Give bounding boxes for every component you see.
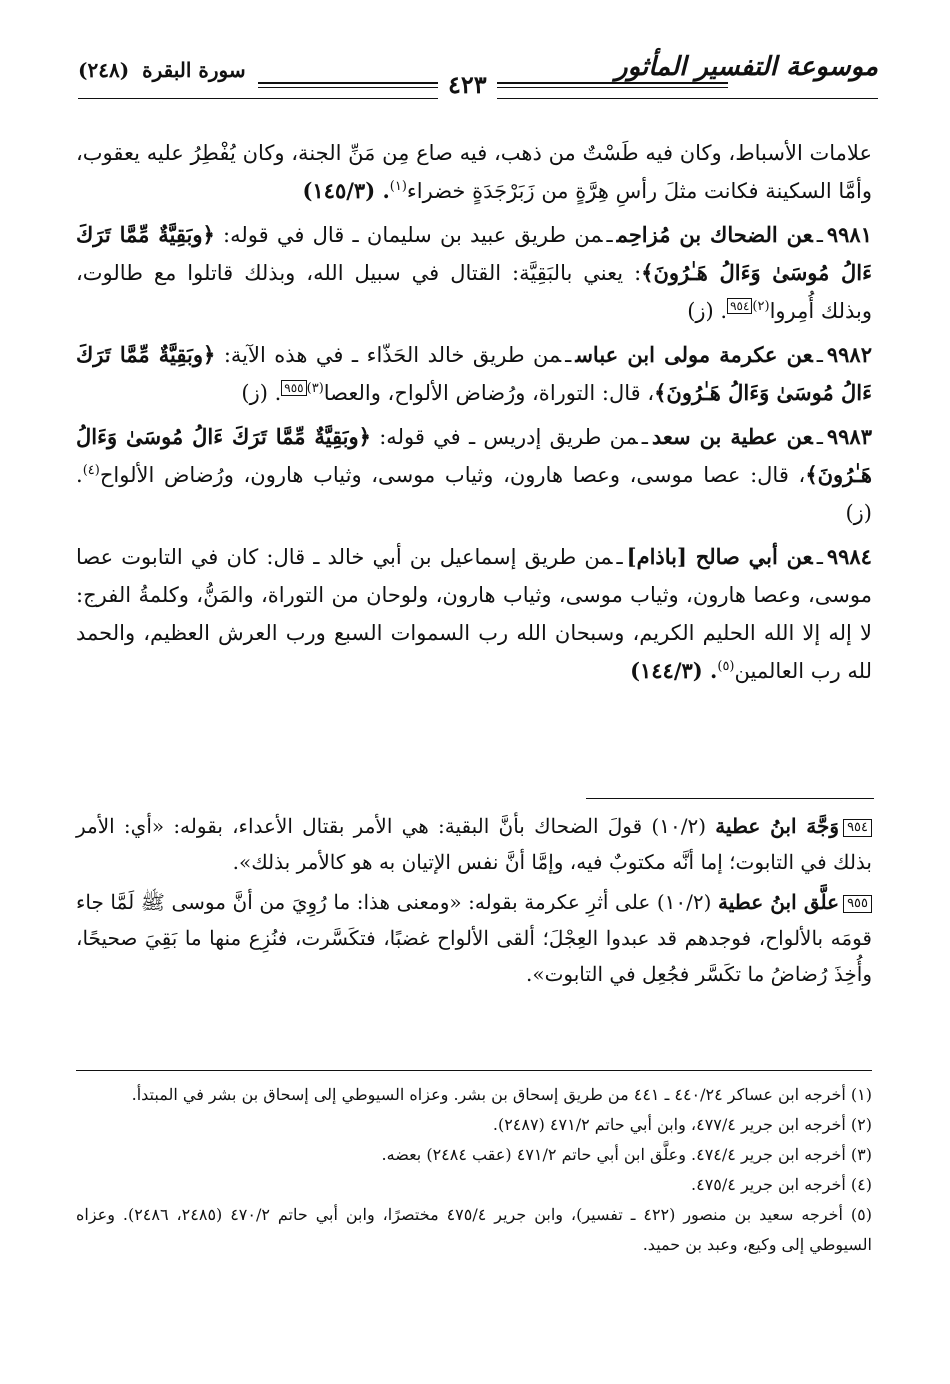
footnote-ref: (٥) [717, 659, 735, 674]
entry-number: ٩٩٨٣ [826, 424, 872, 449]
chain-text: من طريق إسماعيل بن أبي خالد ـ قال: [266, 545, 613, 569]
narrator-name: عن عكرمة مولى ابن عباس [575, 342, 813, 367]
footnote-5: (٥) أخرجه سعيد بن منصور (٤٢٢ ـ تفسير)، وابن جرير ٤٧٥/٤ مختصرًا، وابن أبي حاتم ٤٧٠/٢ (٢٤٨٥، ٢٤٨٦). وعزاه السيوطي إلى وكيع، وعبد بن حميد. [76, 1205, 872, 1254]
narrator-name: عن أبي صالح [باذام] [626, 544, 813, 569]
entry-number: ٩٩٨٤ [826, 544, 872, 569]
volume-ref: . (١٤٥/٣) [302, 178, 390, 203]
quran-quote: ﴿وبَقِيَّةٌ مِّمَّا تَرَكَ ءَالُ مُوسَىٰ وَءَالُ هَـٰرُونَ﴾ [76, 222, 872, 285]
commentary-ref-box: ٩٥٥ [281, 380, 306, 396]
entry-tail: . (ز) [241, 381, 282, 405]
entry-tail: . (ز) [687, 299, 728, 323]
commentary-ref-box: ٩٥٤ [727, 298, 752, 314]
footnote-ref: (٤) [82, 463, 100, 478]
quran-quote: ﴿وبَقِيَّةٌ مِّمَّا تَرَكَ ءَالُ مُوسَىٰ وَءَالُ هَـٰرُونَ﴾ [76, 342, 872, 405]
commentary-ref: (١٠/٢) [656, 890, 712, 914]
commentary-text: على أثرِ عكرمة بقوله: «ومعنى هذا: ما رُوِيَ من أنَّ موسى ﷺ لَمَّا جاء قومَه بالألواح، فوجدهم قد عبدوا العِجْلَ؛ ألقى الألواح غضبًا، فتكَسَّرت، فنُزِع منها ما بَقِيَ صحيحًا، وأُخِذَ رُضاضُ ما تكَسَّر فجُعِل في التابوت». [76, 890, 872, 986]
entry-text: كان في التابوت عصا موسى، وعصا هارون، وثياب موسى، وثياب هارون، ولوحان من التوراة، والمَنُّ، وكلمةُ الفرج: لا إله إلا الله الحليم الكريم، وسبحان الله رب السموات السبع ورب العرش العظيم، والحمد لله رب العالمين [76, 545, 872, 683]
entry-continuation [76, 134, 872, 210]
footnote-ref: (٣) [306, 381, 324, 396]
page-number: ٤٢٣ [438, 70, 497, 99]
commentary-lead: وَجَّهَ ابنُ عطية [715, 814, 840, 838]
footnotes [76, 1080, 872, 1260]
commentary-955 [76, 884, 872, 992]
narrator-name: عن الضحاك بن مُزاحِم [616, 222, 813, 247]
entry-number: ٩٩٨٢ [826, 342, 872, 367]
commentary-954 [76, 808, 872, 880]
commentary-number-box: ٩٥٤ [843, 819, 872, 837]
entry-9984: ٩٩٨٤ـعن أبي صالح [باذام]ـمن طريق إسماعيل بن أبي خالد ـ قال: كان في التابوت عصا موسى، وعصا هارون، وثياب موسى، وثياب هارون، ولوحان من التوراة، والمَنُّ، وكلمةُ الفرج: لا إله إلا الله الحليم الكريم، وسبحان الله رب السموات السبع ورب العرش العظيم، والحمد لله رب العالمين$^{(٥)}$. (١٤٤/٣) [76, 544, 872, 683]
entry-9981: ٩٩٨١ـعن الضحاك بن مُزاحِمـمن طريق عبيد بن سليمان ـ قال في قوله: ﴿وبَقِيَّةٌ مِّمَّا تَرَكَ ءَالُ مُوسَىٰ وَءَالُ هَـٰرُونَ﴾: يعني بالبَقِيَّة: القتال في سبيل الله، وبذلك قاتلوا مع طالوت، وبذلك أُمِروا$^{(٢)}$٩٥٤. (ز) [76, 222, 872, 323]
entry-text: : يعني بالبَقِيَّة: القتال في سبيل الله، وبذلك قاتلوا مع طالوت، وبذلك أُمِروا [76, 261, 872, 323]
volume-ref: . (١٤٤/٣) [630, 658, 718, 683]
commentary-number-box: ٩٥٥ [843, 895, 872, 913]
footnotes-divider [76, 1070, 872, 1071]
commentary-divider [586, 798, 874, 799]
main-text [76, 134, 872, 696]
entry-text: ، قال: التوراة، ورُضاض الألواح، والعصا [323, 381, 655, 405]
narrator-name: عن عطية بن سعد [651, 424, 813, 449]
entry-9983: ٩٩٨٣ـعن عطية بن سعدـمن طريق إدريس ـ في قوله: ﴿وبَقِيَّةٌ مِّمَّا تَرَكَ ءَالُ مُوسَىٰ وَءَالُ هَـٰرُونَ﴾، قال: عصا موسى، وعصا هارون، وثياب موسى، وثياب هارون، ورُضاض الألواح$^{(٤)}$. (ز) [76, 424, 872, 525]
commentary-ref: (١٠/٢) [651, 814, 707, 838]
surah-name: سورة البقرة [142, 58, 246, 82]
running-title: موسوعة التفسير المأثور [615, 52, 878, 82]
footnote-1: (١) أخرجه ابن عساكر ٤٤٠/٢٤ ـ ٤٤١ من طريق إسحاق بن بشر. وعزاه السيوطي إلى إسحاق بن بشر في المبتدأ. [131, 1085, 872, 1104]
footnote-3: (٣) أخرجه ابن جرير ٤٧٤/٤. وعلَّق ابن أبي حاتم ٤٧١/٢ (عقب ٢٤٨٤) بعضه. [381, 1145, 872, 1164]
footnote-4: (٤) أخرجه ابن جرير ٤٧٥/٤. [691, 1175, 872, 1194]
entry-text: علامات الأسباط، وكان فيه طَسْتٌ من ذهب، فيه صاع مِن مَنِّ الجنة، وكان يُفْطِرُ عليه يعقوب، وأمَّا السكينة فكانت مثلَ رأسِ هِرَّةٍ من زَبَرْجَدَةٍ خضراء [76, 141, 872, 203]
surah-verse-ref: (٢٤٨) [78, 58, 130, 82]
entry-text: ، قال: عصا موسى، وعصا هارون، وثياب موسى، وثياب هارون، ورُضاض الألواح [99, 463, 806, 487]
entry-number: ٩٩٨١ [826, 222, 872, 247]
chain-text: من طريق خالد الحَذّاء ـ في هذه الآية: [223, 343, 562, 367]
quran-quote: ﴿وبَقِيَّةٌ مِّمَّا تَرَكَ ءَالُ مُوسَىٰ وَءَالُ هَـٰرُونَ﴾ [76, 424, 872, 487]
entry-9982: ٩٩٨٢ـعن عكرمة مولى ابن عباسـمن طريق خالد الحَذّاء ـ في هذه الآية: ﴿وبَقِيَّةٌ مِّمَّا تَرَكَ ءَالُ مُوسَىٰ وَءَالُ هَـٰرُونَ﴾، قال: التوراة، ورُضاض الألواح، والعصا$^{(٣)}$٩٥٥. (ز) [76, 342, 872, 405]
commentary-lead: علَّق ابنُ عطية [718, 890, 840, 914]
commentary-notes [76, 808, 872, 996]
footnote-ref: (١) [389, 179, 407, 194]
footnote-ref: (٢) [752, 299, 770, 314]
chain-text: من طريق إدريس ـ في قوله: [379, 425, 638, 449]
commentary-text: قولَ الضحاك بأنَّ البقية: هي الأمر بقتال الأعداء، بقوله: «أي: الأمر بذلك في التابوت؛ إما أنَّه مكتوبٌ فيه، وإمَّا أنَّ نفس الإتيان به هو كالأمر بذلك». [76, 814, 872, 874]
surah-tag [78, 58, 246, 82]
page-header [78, 52, 878, 100]
footnote-2: (٢) أخرجه ابن جرير ٤٧٧/٤، وابن أبي حاتم ٤٧١/٢ (٢٤٨٧). [492, 1115, 872, 1134]
chain-text: من طريق عبيد بن سليمان ـ قال في قوله: [223, 223, 603, 247]
entry-tail: . (ز) [76, 463, 872, 525]
